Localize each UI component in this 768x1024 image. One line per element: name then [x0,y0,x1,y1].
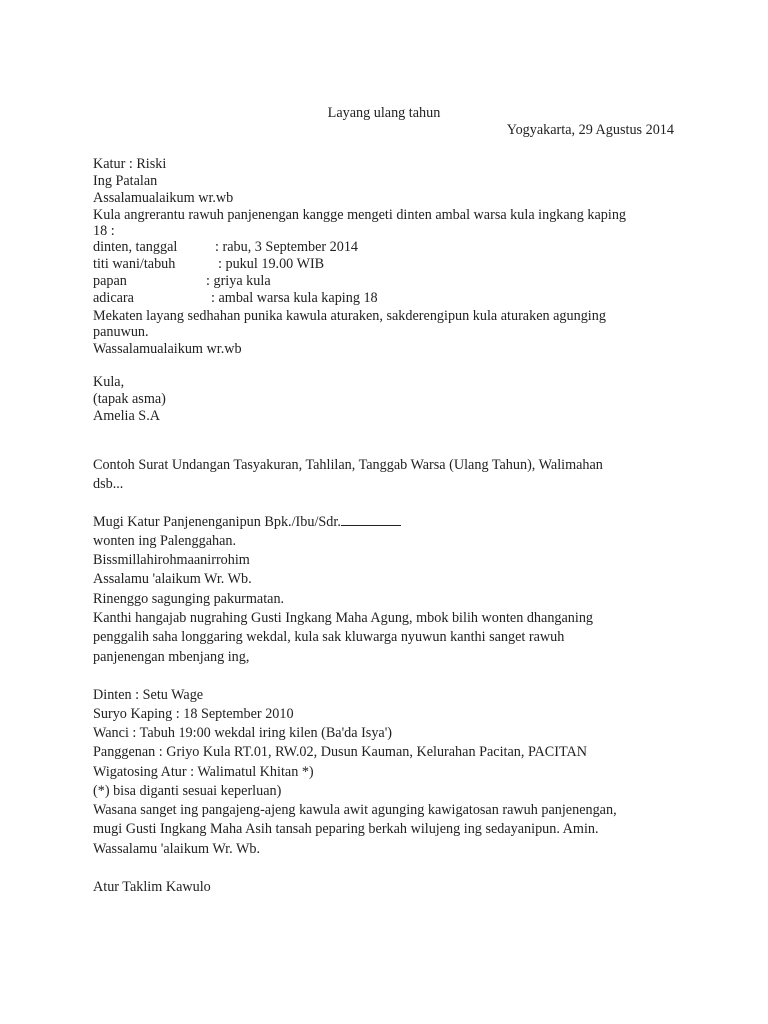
body-line: penggalih saha longgaring wekdal, kula sak kluwarga nyuwun kanthi sanget rawuh [93,629,565,645]
recipient-text: Mugi Katur Panjenenganipun Bpk./Ibu/Sdr. [93,514,341,530]
detail-line: Wigatosing Atur : Walimatul Khitan *) [93,764,314,780]
closing-line: mugi Gusti Ingkang Maha Asih tansah peparing berkah wilujeng ing sedayanipun. Amin. [93,821,599,837]
greeting: Assalamualaikum wr.wb [93,190,234,206]
recipient-address: wonten ing Palenggahan. [93,533,237,549]
body-line: panjenengan mbenjang ing, [93,649,250,665]
signature-name: Amelia S.A [93,408,160,424]
signature-tapak: (tapak asma) [93,391,166,407]
recipient-line [93,513,401,531]
farewell: Wassalamu 'alaikum Wr. Wb. [93,841,260,857]
detail-label: titi wani/tabuh [93,256,176,272]
detail-value: : pukul 19.00 WIB [218,256,325,272]
detail-value: : rabu, 3 September 2014 [215,239,359,255]
intro-line: Contoh Surat Undangan Tasyakuran, Tahlilan, Tanggab Warsa (Ulang Tahun), Walimahan [93,457,603,473]
detail-label: adicara [93,290,134,306]
signature-kula: Kula, [93,374,125,390]
closing-line: Wasana sanget ing pangajeng-ajeng kawula awit agunging kawigatosan rawuh panjenengan, [93,802,617,818]
closing-line: panuwun. [93,324,149,340]
detail-line: Panggenan : Griyo Kula RT.01, RW.02, Dusun Kauman, Kelurahan Pacitan, PACITAN [93,744,587,760]
detail-line: Dinten : Setu Wage [93,687,204,703]
body-line: Kula angrerantu rawuh panjenengan kangge mengeti dinten ambal warsa kula ingkang kaping [93,207,627,223]
detail-value: : ambal warsa kula kaping 18 [211,290,378,306]
basmalah: Bissmillahirohmaanirrohim [93,552,250,568]
recipient-address: Ing Patalan [93,173,158,189]
detail-label: dinten, tanggal [93,239,178,255]
recipient-line: Katur : Riski [93,156,167,172]
closing-line: Mekaten layang sedhahan punika kawula aturaken, sakderengipun kula aturaken agunging [93,308,606,324]
intro-line: dsb... [93,476,124,492]
place-date: Yogyakarta, 29 Agustus 2014 [506,122,674,138]
detail-note: (*) bisa diganti sesuai keperluan) [93,783,282,799]
signoff: Atur Taklim Kawulo [93,879,211,895]
body-line: Kanthi hangajab nugrahing Gusti Ingkang Maha Agung, mbok bilih wonten dhanganing [93,610,594,626]
letter-title: Layang ulang tahun [327,105,441,121]
blank-underline [341,513,401,526]
detail-value: : griya kula [206,273,271,289]
respect-line: Rinenggo sagunging pakurmatan. [93,591,285,607]
farewell: Wassalamualaikum wr.wb [93,341,242,357]
detail-label: papan [93,273,127,289]
detail-line: Wanci : Tabuh 19:00 wekdal iring kilen (Ba'da Isya') [93,725,392,741]
greeting: Assalamu 'alaikum Wr. Wb. [93,571,252,587]
detail-line: Suryo Kaping : 18 September 2010 [93,706,294,722]
body-line: 18 : [93,223,115,239]
